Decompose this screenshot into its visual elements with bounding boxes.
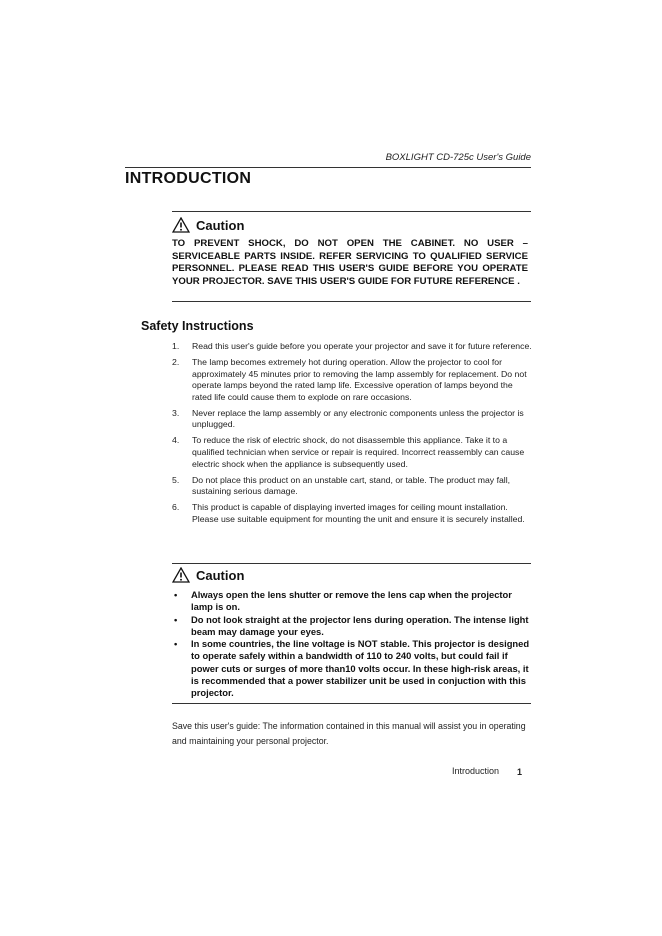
list-item: [172, 357, 532, 403]
list-item-number: 6.: [172, 502, 180, 513]
page-title: INTRODUCTION: [125, 170, 252, 187]
list-item-text: Never replace the lamp assembly or any electronic components unless the projector is unplugged.: [192, 407, 524, 430]
caution1-top-rule: [172, 211, 531, 212]
save-guide-label: Save this user's guide:: [172, 721, 261, 731]
save-guide-note: [172, 719, 532, 748]
list-item-number: 5.: [172, 474, 180, 485]
list-item-text: This product is capable of displaying inverted images for ceiling mount installation. Please use suitable equipment for mounting the unit and ensure it is securely installed.: [192, 502, 525, 524]
list-item: [172, 638, 532, 699]
running-header-title: BOXLIGHT CD-725c User's Guide: [385, 152, 531, 163]
list-item-number: 2.: [172, 356, 180, 367]
save-guide-text: The information contained in this manual will assist you in operating and maintaining your personal projector.: [172, 721, 526, 746]
bullet-text: Always open the lens shutter or remove the lens cap when the projector lamp is on.: [191, 589, 512, 613]
list-item-number: 3.: [172, 407, 180, 418]
caution2-bullet-list: [172, 589, 532, 700]
list-item: [172, 589, 532, 614]
list-item: [172, 502, 532, 525]
page-number: 1: [517, 767, 523, 777]
caution2-heading-text: Caution: [196, 567, 245, 583]
list-item-text: Read this user's guide before you operate your projector and save it for future reference.: [192, 341, 532, 351]
section-title-safety: Safety Instructions: [141, 319, 254, 333]
list-item: [172, 475, 532, 498]
list-item: [172, 408, 532, 431]
warning-triangle-icon: [172, 217, 190, 233]
bullet-text: Do not look straight at the projector lens during operation. The intense light beam may damage your eyes.: [191, 613, 529, 637]
bullet-text: In some countries, the line voltage is NOT stable. This projector is designed to operate safely within a bandwidth of 110 to 240 volts, but could fail if power cuts or surges of more than10 volts occur. In these high-risk areas, it is recommended that a power stabilizer unit be used in conjuction with this projector.: [191, 638, 530, 699]
list-item: [172, 614, 532, 639]
caution2-heading: [172, 567, 244, 583]
caution2-bottom-rule: [172, 703, 531, 704]
bullet-mark: •: [174, 589, 178, 600]
list-item: [172, 435, 532, 470]
bullet-mark: •: [174, 613, 178, 625]
header-rule: [125, 167, 531, 168]
safety-instructions-list: [172, 341, 532, 530]
list-item-number: 4.: [172, 435, 180, 446]
warning-triangle-icon: [172, 567, 190, 583]
bullet-mark: •: [174, 638, 178, 650]
caution1-heading-text: Caution: [196, 217, 245, 233]
caution1-text: TO PREVENT SHOCK, DO NOT OPEN THE CABINET. NO USER –SERVICEABLE PARTS INSIDE. REFER SERVICING TO QUALIFIED SERVICE PERSONNEL. PLEASE READ THIS USER'S GUIDE BEFORE YOU OPERATE YOUR PROJECTOR. SAVE THIS USER'S GUIDE FOR FUTURE REFERENCE .: [172, 238, 528, 287]
list-item-text: To reduce the risk of electric shock, do not disassemble this appliance. Take it to a qualified technician when service or repair is required. Incorrect reassembly can cause electric shock when the appliance is subsequently used.: [192, 435, 525, 469]
caution1-bottom-rule: [172, 301, 531, 302]
list-item-text: The lamp becomes extremely hot during operation. Allow the projector to cool for approximately 45 minutes prior to removing the lamp assembly for replacement. Do not operate lamps beyond the rated lamp life. Excessive operation of lamps beyond the rated life could cause them to explode on rare occasions.: [192, 356, 527, 402]
caution2-top-rule: [172, 563, 531, 564]
list-item-number: 1.: [172, 341, 180, 351]
list-item-text: Do not place this product on an unstable cart, stand, or table. The product may fall, sustaining serious damage.: [192, 474, 511, 497]
footer-section-label: Introduction: [452, 766, 500, 776]
caution1-heading: [172, 217, 244, 233]
list-item: [172, 341, 532, 353]
